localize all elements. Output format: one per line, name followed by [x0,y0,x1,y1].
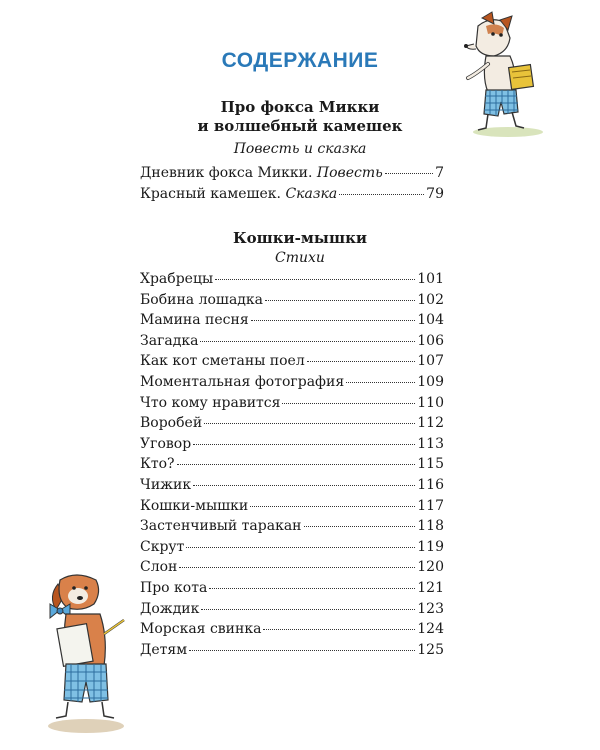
entry-page: 117 [417,497,444,514]
toc-entry[interactable] [140,186,444,207]
section-1-title-line1: Про фокса Микки [220,98,380,116]
entry-page: 104 [417,312,444,329]
toc-entry[interactable] [140,165,444,186]
toc-entry[interactable] [140,539,444,560]
entry-title: Мамина песня [140,312,249,329]
puppy-with-pencil-icon [38,566,138,736]
entry-page: 79 [426,185,444,202]
entry-title: Морская свинка [140,621,262,638]
entry-title: Уговор [140,435,192,452]
entry-page: 121 [417,579,444,596]
entry-page: 110 [417,394,444,411]
entry-page: 116 [417,476,444,493]
toc-entry[interactable] [140,292,444,313]
entry-page: 115 [417,456,444,473]
entry-page: 125 [417,641,444,658]
entry-page: 102 [417,291,444,308]
toc-entry[interactable] [140,621,444,642]
leader-dots [204,423,415,424]
toc-entry[interactable] [140,580,444,601]
entry-genre: Сказка [285,185,338,202]
entry-genre: Повесть [316,165,383,181]
leader-dots [179,567,415,568]
entry-title: Воробей [140,415,203,432]
toc-entry[interactable] [140,374,444,395]
leader-dots [251,320,416,321]
entry-title: Слон [140,559,178,576]
leader-dots [209,588,415,589]
entry-title: Детям [140,641,188,658]
page-title: СОДЕРЖАНИЕ [221,49,379,72]
leader-dots [186,547,415,548]
entry-title: Про кота [140,579,208,596]
entry-page: 107 [417,353,444,370]
toc-entry[interactable] [140,518,444,539]
leader-dots [200,341,415,342]
fox-terrier-with-book-icon [438,8,553,138]
section-2-subtitle: Стихи [275,250,325,266]
section-1-toc [140,165,444,206]
leader-dots [193,485,415,486]
section-1-title-line2: и волшебный камешек [197,117,403,135]
entry-title: Храбрецы [140,271,214,287]
entry-page: 101 [417,271,444,287]
entry-page: 112 [417,415,444,432]
leader-dots [339,194,424,195]
entry-title: Красный камешек. [140,185,282,202]
leader-dots [307,361,416,362]
entry-title: Дождик [140,600,200,617]
entry-title: Дневник фокса Микки. [140,165,313,181]
entry-title: Что кому нравится [140,394,281,411]
toc-entry[interactable] [140,415,444,436]
section-1-subtitle: Повесть и сказка [233,141,367,157]
entry-title: Загадка [140,332,199,349]
toc-entry[interactable] [140,271,444,292]
entry-title: Застенчивый таракан [140,518,302,535]
entry-page: 106 [417,332,444,349]
toc-entry[interactable] [140,436,444,457]
toc-entry[interactable] [140,353,444,374]
toc-entry[interactable] [140,312,444,333]
leader-dots [282,403,415,404]
leader-dots [250,506,415,507]
entry-title: Чижик [140,476,192,493]
section-2-toc [140,271,444,662]
entry-title: Как кот сметаны поел [140,353,305,370]
toc-entry[interactable] [140,456,444,477]
leader-dots [346,382,415,383]
entry-title: Кто? [140,456,175,473]
leader-dots [177,464,416,465]
entry-title: Бобина лошадка [140,291,264,308]
leader-dots [385,173,433,174]
toc-entry[interactable] [140,642,444,663]
toc-entry[interactable] [140,601,444,622]
leader-dots [263,629,415,630]
leader-dots [215,279,415,280]
entry-page: 118 [417,518,444,535]
toc-entry[interactable] [140,477,444,498]
entry-page: 119 [417,538,444,555]
leader-dots [265,300,415,301]
entry-page: 123 [417,600,444,617]
leader-dots [189,650,415,651]
entry-title: Кошки-мышки [140,497,249,514]
section-2-title: Кошки-мышки [232,229,368,247]
entry-page: 124 [417,621,444,638]
leader-dots [201,609,415,610]
toc-entry[interactable] [140,395,444,416]
entry-title: Скрут [140,538,185,555]
entry-page: 120 [417,559,444,576]
entry-title: Моментальная фотография [140,373,345,390]
toc-entry[interactable] [140,498,444,519]
entry-page: 109 [417,373,444,390]
entry-page: 113 [417,435,444,452]
leader-dots [304,526,416,527]
entry-page: 7 [435,165,444,181]
leader-dots [193,444,415,445]
toc-entry[interactable] [140,559,444,580]
toc-entry[interactable] [140,333,444,354]
